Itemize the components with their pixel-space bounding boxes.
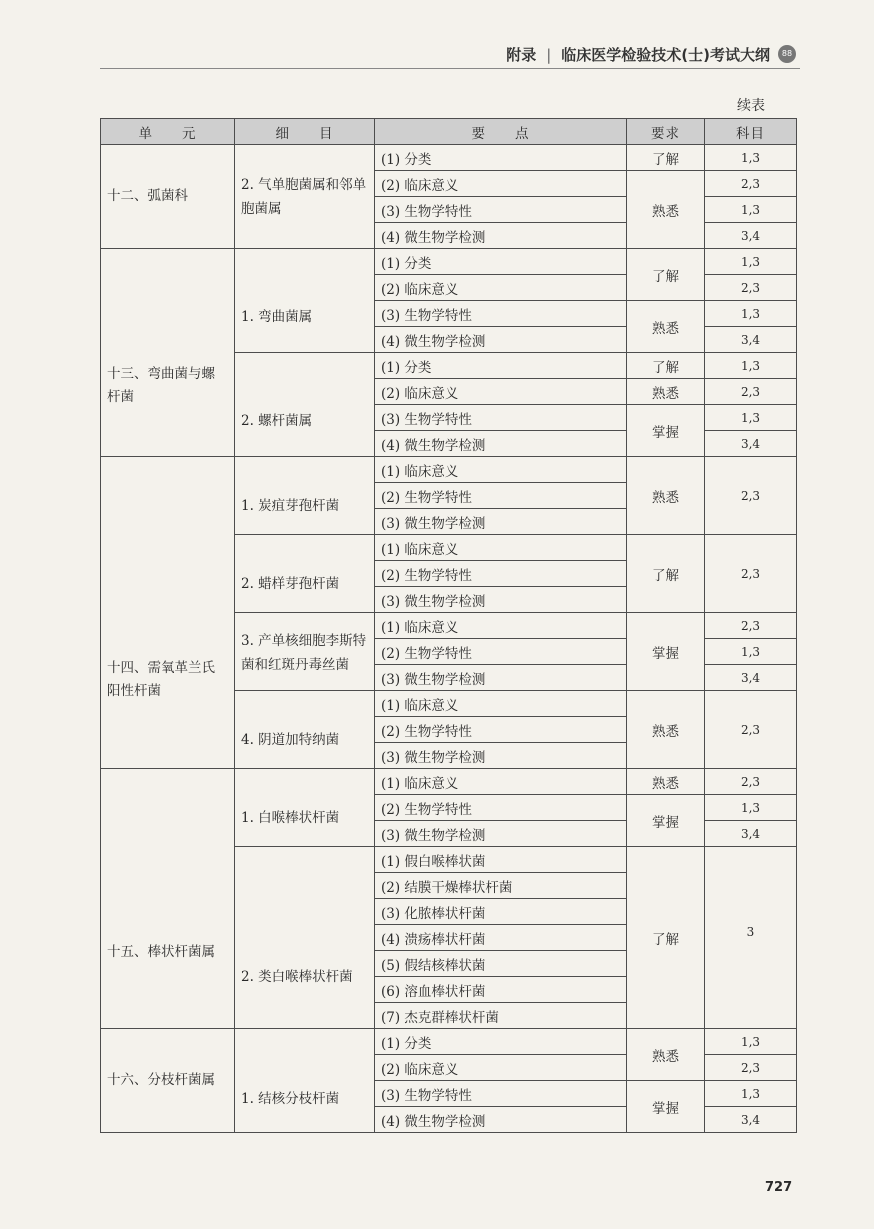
point-cell: (3) 生物学特性 xyxy=(375,405,627,431)
point-cell: (1) 临床意义 xyxy=(375,535,627,561)
subject-cell: 3,4 xyxy=(705,431,797,457)
point-cell: (3) 微生物学检测 xyxy=(375,587,627,613)
subject-cell: 1,3 xyxy=(705,639,797,665)
subject-cell: 2,3 xyxy=(705,171,797,197)
point-cell: (5) 假结核棒状菌 xyxy=(375,951,627,977)
requirement-cell: 熟悉 xyxy=(627,457,705,535)
point-cell: (4) 微生物学检测 xyxy=(375,1107,627,1133)
point-cell: (3) 生物学特性 xyxy=(375,1081,627,1107)
unit-cell: 十五、棒状杆菌属 xyxy=(101,769,235,1029)
subject-cell: 1,3 xyxy=(705,795,797,821)
subject-cell: 2,3 xyxy=(705,535,797,613)
point-cell: (2) 生物学特性 xyxy=(375,483,627,509)
point-cell: (4) 微生物学检测 xyxy=(375,223,627,249)
subject-cell: 1,3 xyxy=(705,405,797,431)
detail-cell: 2. 蜡样芽孢杆菌 xyxy=(235,535,375,613)
point-cell: (1) 临床意义 xyxy=(375,613,627,639)
syllabus-table xyxy=(100,118,797,1133)
requirement-cell: 掌握 xyxy=(627,613,705,691)
table-row xyxy=(101,1029,797,1055)
point-cell: (1) 分类 xyxy=(375,1029,627,1055)
subject-cell: 3,4 xyxy=(705,665,797,691)
point-cell: (3) 微生物学检测 xyxy=(375,665,627,691)
subject-cell: 1,3 xyxy=(705,1029,797,1055)
subject-cell: 1,3 xyxy=(705,249,797,275)
detail-cell: 2. 气单胞菌属和邻单胞菌属 xyxy=(235,145,375,249)
point-cell: (3) 化脓棒状杆菌 xyxy=(375,899,627,925)
point-cell: (4) 溃疡棒状杆菌 xyxy=(375,925,627,951)
point-cell: (3) 微生物学检测 xyxy=(375,743,627,769)
table-row xyxy=(101,769,797,795)
subject-cell: 2,3 xyxy=(705,379,797,405)
header-section: 附录 xyxy=(506,46,537,64)
point-cell: (7) 杰克群棒状杆菌 xyxy=(375,1003,627,1029)
requirement-cell: 熟悉 xyxy=(627,769,705,795)
subject-cell: 3,4 xyxy=(705,223,797,249)
table-row xyxy=(101,249,797,275)
point-cell: (4) 微生物学检测 xyxy=(375,327,627,353)
subject-cell: 2,3 xyxy=(705,275,797,301)
table-header-row xyxy=(101,119,797,145)
point-cell: (1) 临床意义 xyxy=(375,769,627,795)
subject-cell: 1,3 xyxy=(705,301,797,327)
requirement-cell: 了解 xyxy=(627,353,705,379)
requirement-cell: 掌握 xyxy=(627,405,705,457)
running-header-title: 附录 | 临床医学检验技术(士)考试大纲 xyxy=(506,46,770,64)
requirement-cell: 了解 xyxy=(627,535,705,613)
requirement-cell: 了解 xyxy=(627,249,705,301)
detail-cell: 1. 炭疽芽孢杆菌 xyxy=(235,457,375,535)
unit-cell: 十三、弯曲菌与螺杆菌 xyxy=(101,249,235,457)
subject-cell: 3,4 xyxy=(705,1107,797,1133)
column-header-detail: 细 目 xyxy=(235,119,375,145)
detail-cell: 4. 阴道加特纳菌 xyxy=(235,691,375,769)
point-cell: (2) 生物学特性 xyxy=(375,561,627,587)
header-badge-icon: 88 xyxy=(778,45,796,63)
page-number: 727 xyxy=(765,1180,793,1195)
requirement-cell: 熟悉 xyxy=(627,379,705,405)
detail-cell: 1. 结核分枝杆菌 xyxy=(235,1029,375,1133)
subject-cell: 3,4 xyxy=(705,821,797,847)
requirement-cell: 熟悉 xyxy=(627,171,705,249)
requirement-cell: 熟悉 xyxy=(627,691,705,769)
point-cell: (3) 生物学特性 xyxy=(375,197,627,223)
detail-cell: 3. 产单核细胞李斯特菌和红斑丹毒丝菌 xyxy=(235,613,375,691)
column-header-point: 要 点 xyxy=(375,119,627,145)
subject-cell: 2,3 xyxy=(705,613,797,639)
point-cell: (2) 临床意义 xyxy=(375,171,627,197)
point-cell: (1) 临床意义 xyxy=(375,691,627,717)
point-cell: (3) 微生物学检测 xyxy=(375,509,627,535)
point-cell: (1) 分类 xyxy=(375,353,627,379)
table-row xyxy=(101,145,797,171)
point-cell: (1) 临床意义 xyxy=(375,457,627,483)
point-cell: (3) 微生物学检测 xyxy=(375,821,627,847)
requirement-cell: 掌握 xyxy=(627,795,705,847)
point-cell: (3) 生物学特性 xyxy=(375,301,627,327)
subject-cell: 1,3 xyxy=(705,1081,797,1107)
point-cell: (2) 临床意义 xyxy=(375,1055,627,1081)
requirement-cell: 掌握 xyxy=(627,1081,705,1133)
point-cell: (2) 生物学特性 xyxy=(375,639,627,665)
detail-cell: 2. 类白喉棒状杆菌 xyxy=(235,847,375,1029)
running-header xyxy=(100,38,800,69)
detail-cell: 1. 白喉棒状杆菌 xyxy=(235,769,375,847)
point-cell: (1) 分类 xyxy=(375,249,627,275)
detail-cell: 2. 螺杆菌属 xyxy=(235,353,375,457)
subject-cell: 1,3 xyxy=(705,353,797,379)
point-cell: (2) 临床意义 xyxy=(375,379,627,405)
subject-cell: 2,3 xyxy=(705,769,797,795)
point-cell: (2) 生物学特性 xyxy=(375,717,627,743)
requirement-cell: 了解 xyxy=(627,847,705,1029)
point-cell: (2) 生物学特性 xyxy=(375,795,627,821)
table-row xyxy=(101,457,797,483)
subject-cell: 2,3 xyxy=(705,457,797,535)
requirement-cell: 熟悉 xyxy=(627,1029,705,1081)
subject-cell: 2,3 xyxy=(705,1055,797,1081)
subject-cell: 2,3 xyxy=(705,691,797,769)
point-cell: (2) 结膜干燥棒状杆菌 xyxy=(375,873,627,899)
continued-label: 续表 xyxy=(737,98,765,114)
point-cell: (6) 溶血棒状杆菌 xyxy=(375,977,627,1003)
requirement-cell: 了解 xyxy=(627,145,705,171)
column-header-unit: 单 元 xyxy=(101,119,235,145)
point-cell: (1) 假白喉棒状菌 xyxy=(375,847,627,873)
header-title-text: 临床医学检验技术(士)考试大纲 xyxy=(561,46,770,64)
point-cell: (2) 临床意义 xyxy=(375,275,627,301)
column-header-subject: 科目 xyxy=(705,119,797,145)
point-cell: (4) 微生物学检测 xyxy=(375,431,627,457)
subject-cell: 1,3 xyxy=(705,145,797,171)
subject-cell: 3,4 xyxy=(705,327,797,353)
unit-cell: 十二、弧菌科 xyxy=(101,145,235,249)
requirement-cell: 熟悉 xyxy=(627,301,705,353)
subject-cell: 1,3 xyxy=(705,197,797,223)
column-header-requirement: 要求 xyxy=(627,119,705,145)
unit-cell: 十四、需氧革兰氏阳性杆菌 xyxy=(101,457,235,769)
detail-cell: 1. 弯曲菌属 xyxy=(235,249,375,353)
point-cell: (1) 分类 xyxy=(375,145,627,171)
subject-cell: 3 xyxy=(705,847,797,1029)
unit-cell: 十六、分枝杆菌属 xyxy=(101,1029,235,1133)
